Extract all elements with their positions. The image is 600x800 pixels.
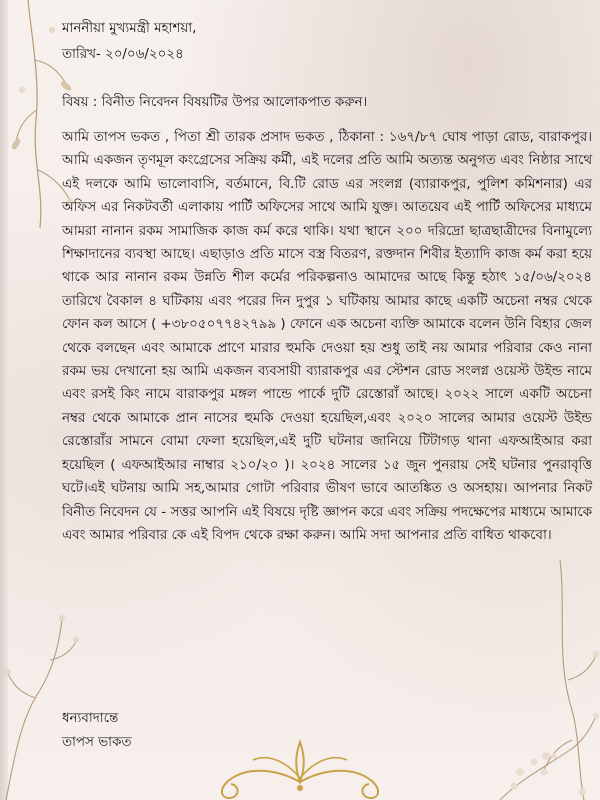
closing: ধন্যবাদান্তে xyxy=(62,711,119,726)
letter-body: আমি তাপস ভকত , পিতা শ্রী তারক প্রসাদ ভকত , ঠিকানা : ১৬৭/৮৭ ঘোষ পাড়া রোড, বারাকপুর।আমি একজন তৃণমূল কংগ্রেসের সক্রিয় কর্মী, এই দলের প্রতি আমি অত্যন্ত অনুগত এবং নিষ্ঠার সাথে এই দলকে আমি ভালোবাসি, বর্তমানে, বি.টি রোড এর সংলগ্ন (ব্যারাকপুর, পুলিশ কমিশনার) এর অফিস এর নিকটবর্তী এলাকায় পার্টি অফিসের সাথে আমি যুক্ত। আতয়েব এই পার্টি অফিসের মাধ্যমে আমরা নানান রকম সামাজিক কাজ কর্ম করে থাকি। যথা স্থানে ২০০ দরিদ্রো ছাত্রছাত্রীদের বিনামুল্যে শিক্ষাদানের ব্যবস্থা আছে। এছাড়াও প্রতি মাসে বস্ত্র বিতরণ, রক্তদান শিবীর ইত্যাদি কাজ কর্ম করা হয়ে থাকে আর নানান রকম উন্নতি শীল কর্মের পরিকল্পনাও আমাদের আছে কিন্তু হঠাৎ ১৫/০৬/২০২৪ তারিখে বৈকাল ৪ ঘটিকায় এবং পরের দিন দুপুর ১ ঘটিকায় আমার কাছে একটি অচেনা নম্বর থেকে ফোন কল আসে ( +৩৮০৫০৭৭৪২৭৯৯ ) ফোনে এক অচেনা ব্যক্তি আমাকে বলেন উনি বিহার জেল থেকে বলছেন এবং আমাকে প্রাণে মারার হুমকি দেওয়া হয় শুধু তাই নয় আমার পরিবার কেও নানা রকম ভয় দেখানো হয় আমি একজন ব্যবসায়ী ব্যারাকপুর এর স্টেশন রোড সংলগ্ন ওয়েস্ট উইন্ড নামে এবং রসই কিং নামে বারাকপুর মঙ্গল পান্ডে পার্কে দুটি রেস্তোরাঁ আছে। ২০২২ সালে একটি অচেনা নম্বর থেকে আমাকে প্রান নাসের হুমকি দেওয়া হয়েছিল,এবং ২০২০ সালের আমার ওয়েস্ট উইন্ড রেস্তোরাঁর সামনে বোমা ফেলা হয়েছিল,এই দুটি ঘটনার জানিয়ে টিটাগড় থানা এফআইআর করা হয়েছিল ( এফআইআর নাম্বার ২১০/২০ )। ২০২৪ সালের ১৫ জুন পুনরায় সেই ঘটনার পুনরাবৃত্তি ঘটে।এই ঘটনায় আমি সহ,আমার গোটা পরিবার ভীষণ ভাবে আতঙ্কিত ও অসহায়। আপনার নিকট বিনীত নিবেদন যে - সত্তর আপনি এই বিষয়ে দৃষ্টি জ্ঞাপন করে এবং সক্রিয় পদক্ষেপের মাধ্যমে আমাকে এবং আমার পরিবার কে এই বিপদ থেকে রক্ষা করুন। আমি সদা আপনার প্রতি বাধিত থাকবো। xyxy=(62,130,592,543)
signature: তাপস ভাকত xyxy=(62,735,132,750)
letter-date: তারিখ- ২০/০৬/২০২৪ xyxy=(62,47,184,62)
floral-branch-bottom-left xyxy=(0,610,80,800)
salutation: মাননীয়া মুখ্যমন্ত্রী মহাশয়া, xyxy=(62,21,197,36)
letter-subject: বিষয় : বিনীত নিবেদন বিষয়টির উপর আলোকপাত করুন। xyxy=(62,95,368,110)
gold-flourish-ornament xyxy=(205,738,395,800)
floral-branch-bottom-right xyxy=(490,710,600,800)
